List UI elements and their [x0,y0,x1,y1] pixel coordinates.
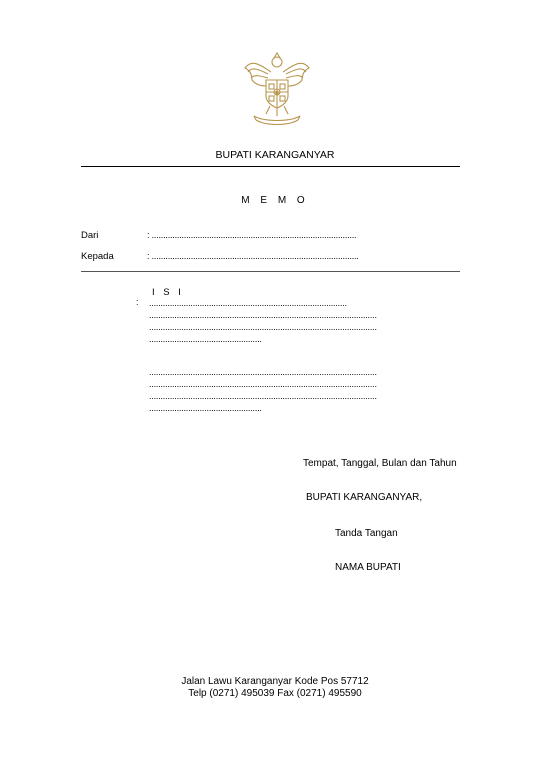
dot-line: ................................................................................................... [149,367,377,377]
to-label: Kepada [81,251,114,262]
footer-phone: Telp (0271) 495039 Fax (0271) 495590 [188,688,362,699]
fields-divider [81,271,460,272]
dot-line: ................................................................................................... [149,322,377,332]
dot-line: ................................................. [149,403,262,413]
signature-name: NAMA BUPATI [335,562,401,573]
memo-title: M E M O [241,195,309,206]
dot-line: ...................................................................................... [149,298,347,308]
dot-line: ................................................. [149,334,262,344]
signature-sign: Tanda Tangan [335,528,398,539]
dot-line: ................................................................................................... [149,391,377,401]
header-title: BUPATI KARANGANYAR [215,149,335,161]
garuda-emblem-icon [240,50,314,126]
dot-line: ................................................................................................... [149,310,377,320]
isi-label: I S I [152,287,184,298]
isi-paragraph-1 [149,297,377,345]
isi-paragraph-2 [149,366,377,414]
isi-colon: : [136,297,139,307]
header-divider [81,166,460,167]
from-field: : ......................................................................................... [147,230,357,240]
from-label: Dari [81,230,99,241]
to-field: : .......................................................................................... [147,251,359,261]
dot-line: ................................................................................................... [149,379,377,389]
signature-place-date: Tempat, Tanggal, Bulan dan Tahun [303,458,457,469]
footer-address: Jalan Lawu Karanganyar Kode Pos 57712 [181,676,369,687]
signature-office: BUPATI KARANGANYAR, [306,492,423,503]
